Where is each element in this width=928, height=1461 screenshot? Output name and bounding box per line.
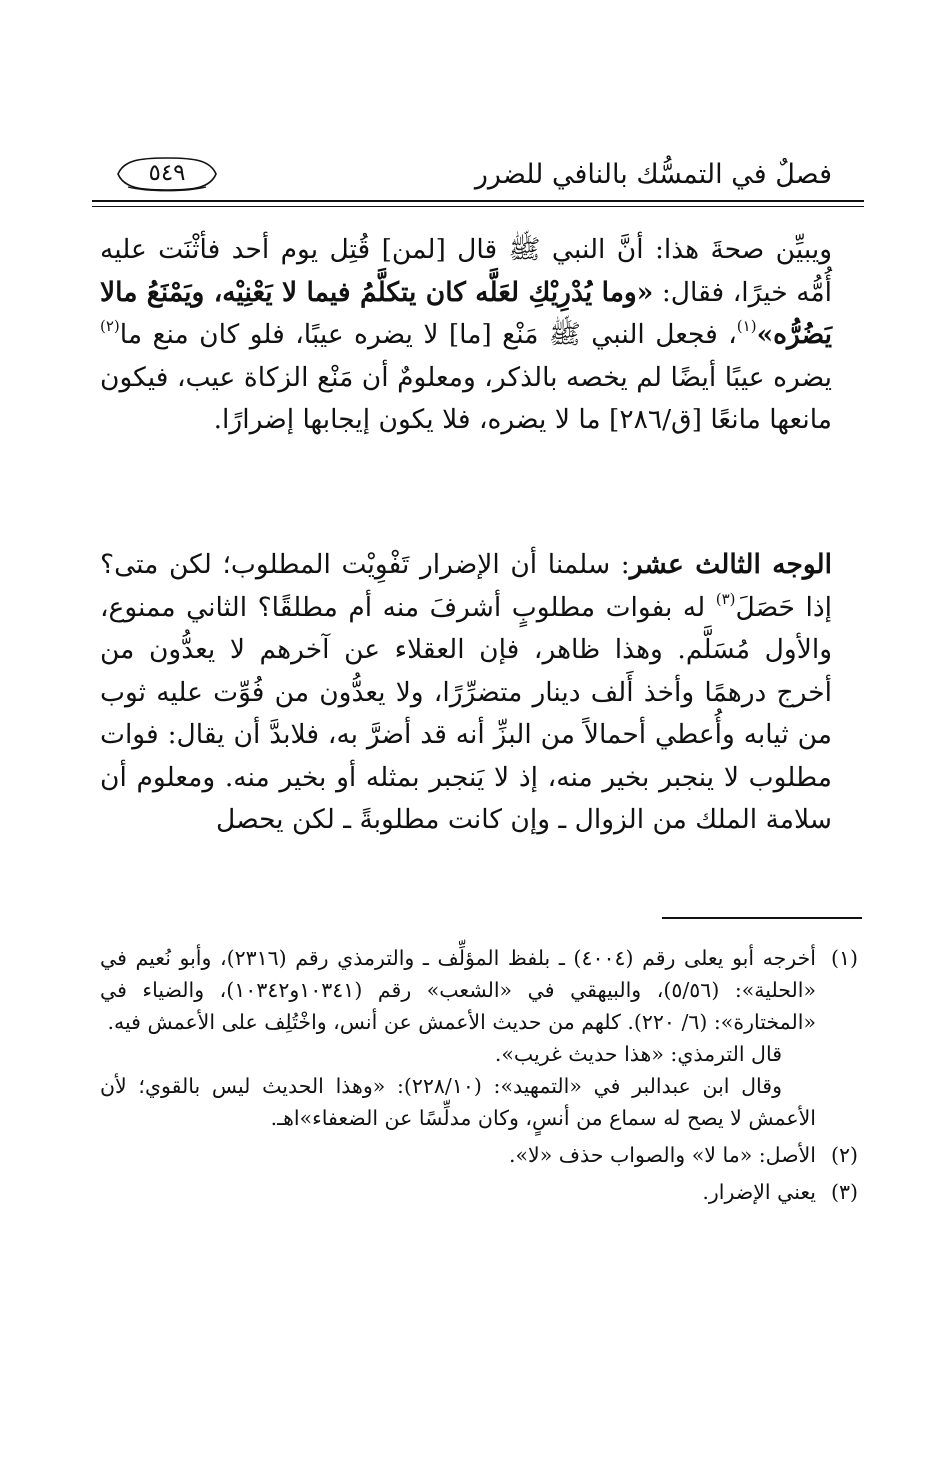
footnote-ref-1[interactable]: (١) (736, 317, 757, 335)
footnote-line: يعني الإضرار. (702, 1180, 816, 1204)
footnote-number: (١) (830, 946, 858, 970)
footnote-1 (100, 942, 858, 1134)
footnote-number: (٣) (830, 1180, 858, 1204)
footnote-text (100, 942, 816, 1134)
paragraph-1-text-3: يضره عيبًا أيضًا لم يخصه بالذكر، ومعلومٌ أن مَنْع الزكاة عيب، فيكون مانعها مانعًا [ق/٢٨٦] ما لا يضره، فلا يكون إيجابها إضرارًا. (100, 361, 832, 435)
paragraph-2-text-2: له بفوات مطلوبٍ أشرفَ منه أم مطلقًا؟ الثاني ممنوع، والأول مُسَلَّم. وهذا ظاهر، فإن العقلاء عن آخرهم لا يعدُّون من أخرج درهمًا وأخذ أَلف دينار متضرِّرًا، ولا يعدُّون من فُوِّت عليه ثوب من ثيابه وأُعطي أحمالاً من البزِّ أنه قد أضرَّ به، فلابدَّ أن يقال: فوات مطلوب لا ينجبر بخير منه، إذ لا يَنجبر بمثله أو بخير منه. ومعلوم أن سلامة الملك من الزوال ـ وإن كانت مطلوبةً ـ لكن يحصل (100, 591, 832, 835)
footnote-text (100, 1176, 816, 1208)
running-title: فصلٌ في التمسُّك بالنافي للضرر (474, 159, 832, 190)
paragraph-1-text: ويبيِّن صحةَ هذا: أنَّ النبي ﷺ قال [لمن] قُتِل يوم أحد فأثْنَت عليه أُمُّه خيرًا، فقال: (100, 234, 833, 308)
footnote-ref-3[interactable]: (٣) (715, 589, 736, 608)
section-lead-heading: الوجه الثالث عشر (629, 549, 832, 580)
footnote-line: وقال ابن عبدالبر في «التمهيد»: (٢٢٨/١٠): «وهذا الحديث ليس بالقوي؛ لأن الأعمش لا يصح له سماع من أنسٍ، وكان مدلِّسًا عن الضعفاء»اهـ. (100, 1074, 816, 1130)
paragraph-1-text-2: ، فجعل النبي ﷺ مَنْع [ما] لا يضره عيبًا، فلو كان منع ما (119, 319, 737, 350)
footnote-3 (100, 1176, 858, 1208)
footnote-separator (662, 917, 862, 919)
running-header (92, 148, 832, 202)
footnotes (100, 942, 858, 1213)
footnote-2 (100, 1139, 858, 1171)
page-number-badge (114, 153, 220, 195)
paragraph-1 (100, 229, 832, 442)
footnote-number: (٢) (830, 1143, 858, 1167)
paragraph-2 (100, 544, 832, 842)
hadith-quote: «وما يُدْرِيْكِ لعَلَّه كان يتكلَّمُ فيما لا يَعْنِيْه، ويَمْنَعُ مالا يَضُرُّه» (100, 276, 832, 350)
footnote-line: قال الترمذي: «هذا حديث غريب». (494, 1042, 782, 1066)
footnote-text (100, 1139, 816, 1171)
page-number: ٥٤٩ (148, 160, 186, 186)
footnote-line: الأصل: «ما لا» والصواب حذف «لا». (509, 1143, 816, 1167)
paragraph-2-text: : سلمنا أن الإضرار تَفْوِيْت المطلوب؛ لكن متى؟ إذا حَصَلَ (100, 549, 832, 623)
header-rule-thin (92, 206, 864, 207)
header-rule-thick (92, 200, 864, 202)
footnote-ref-2[interactable]: (٢) (100, 317, 120, 335)
footnote-line: أخرجه أبو يعلى رقم (٤٠٠٤) ـ بلفظ المؤلِّف ـ والترمذي رقم (٢٣١٦)، وأبو نُعيم في «الحلية»: (٥/٥٦)، والبيهقي في «الشعب» رقم (١٠٣٤١و١٠٣٤٢)، والضياء في «المختارة»: (٦/ ٢٢٠). كلهم من حديث الأعمش عن أنس، واخْتُلِف على الأعمش فيه. (100, 946, 816, 1034)
